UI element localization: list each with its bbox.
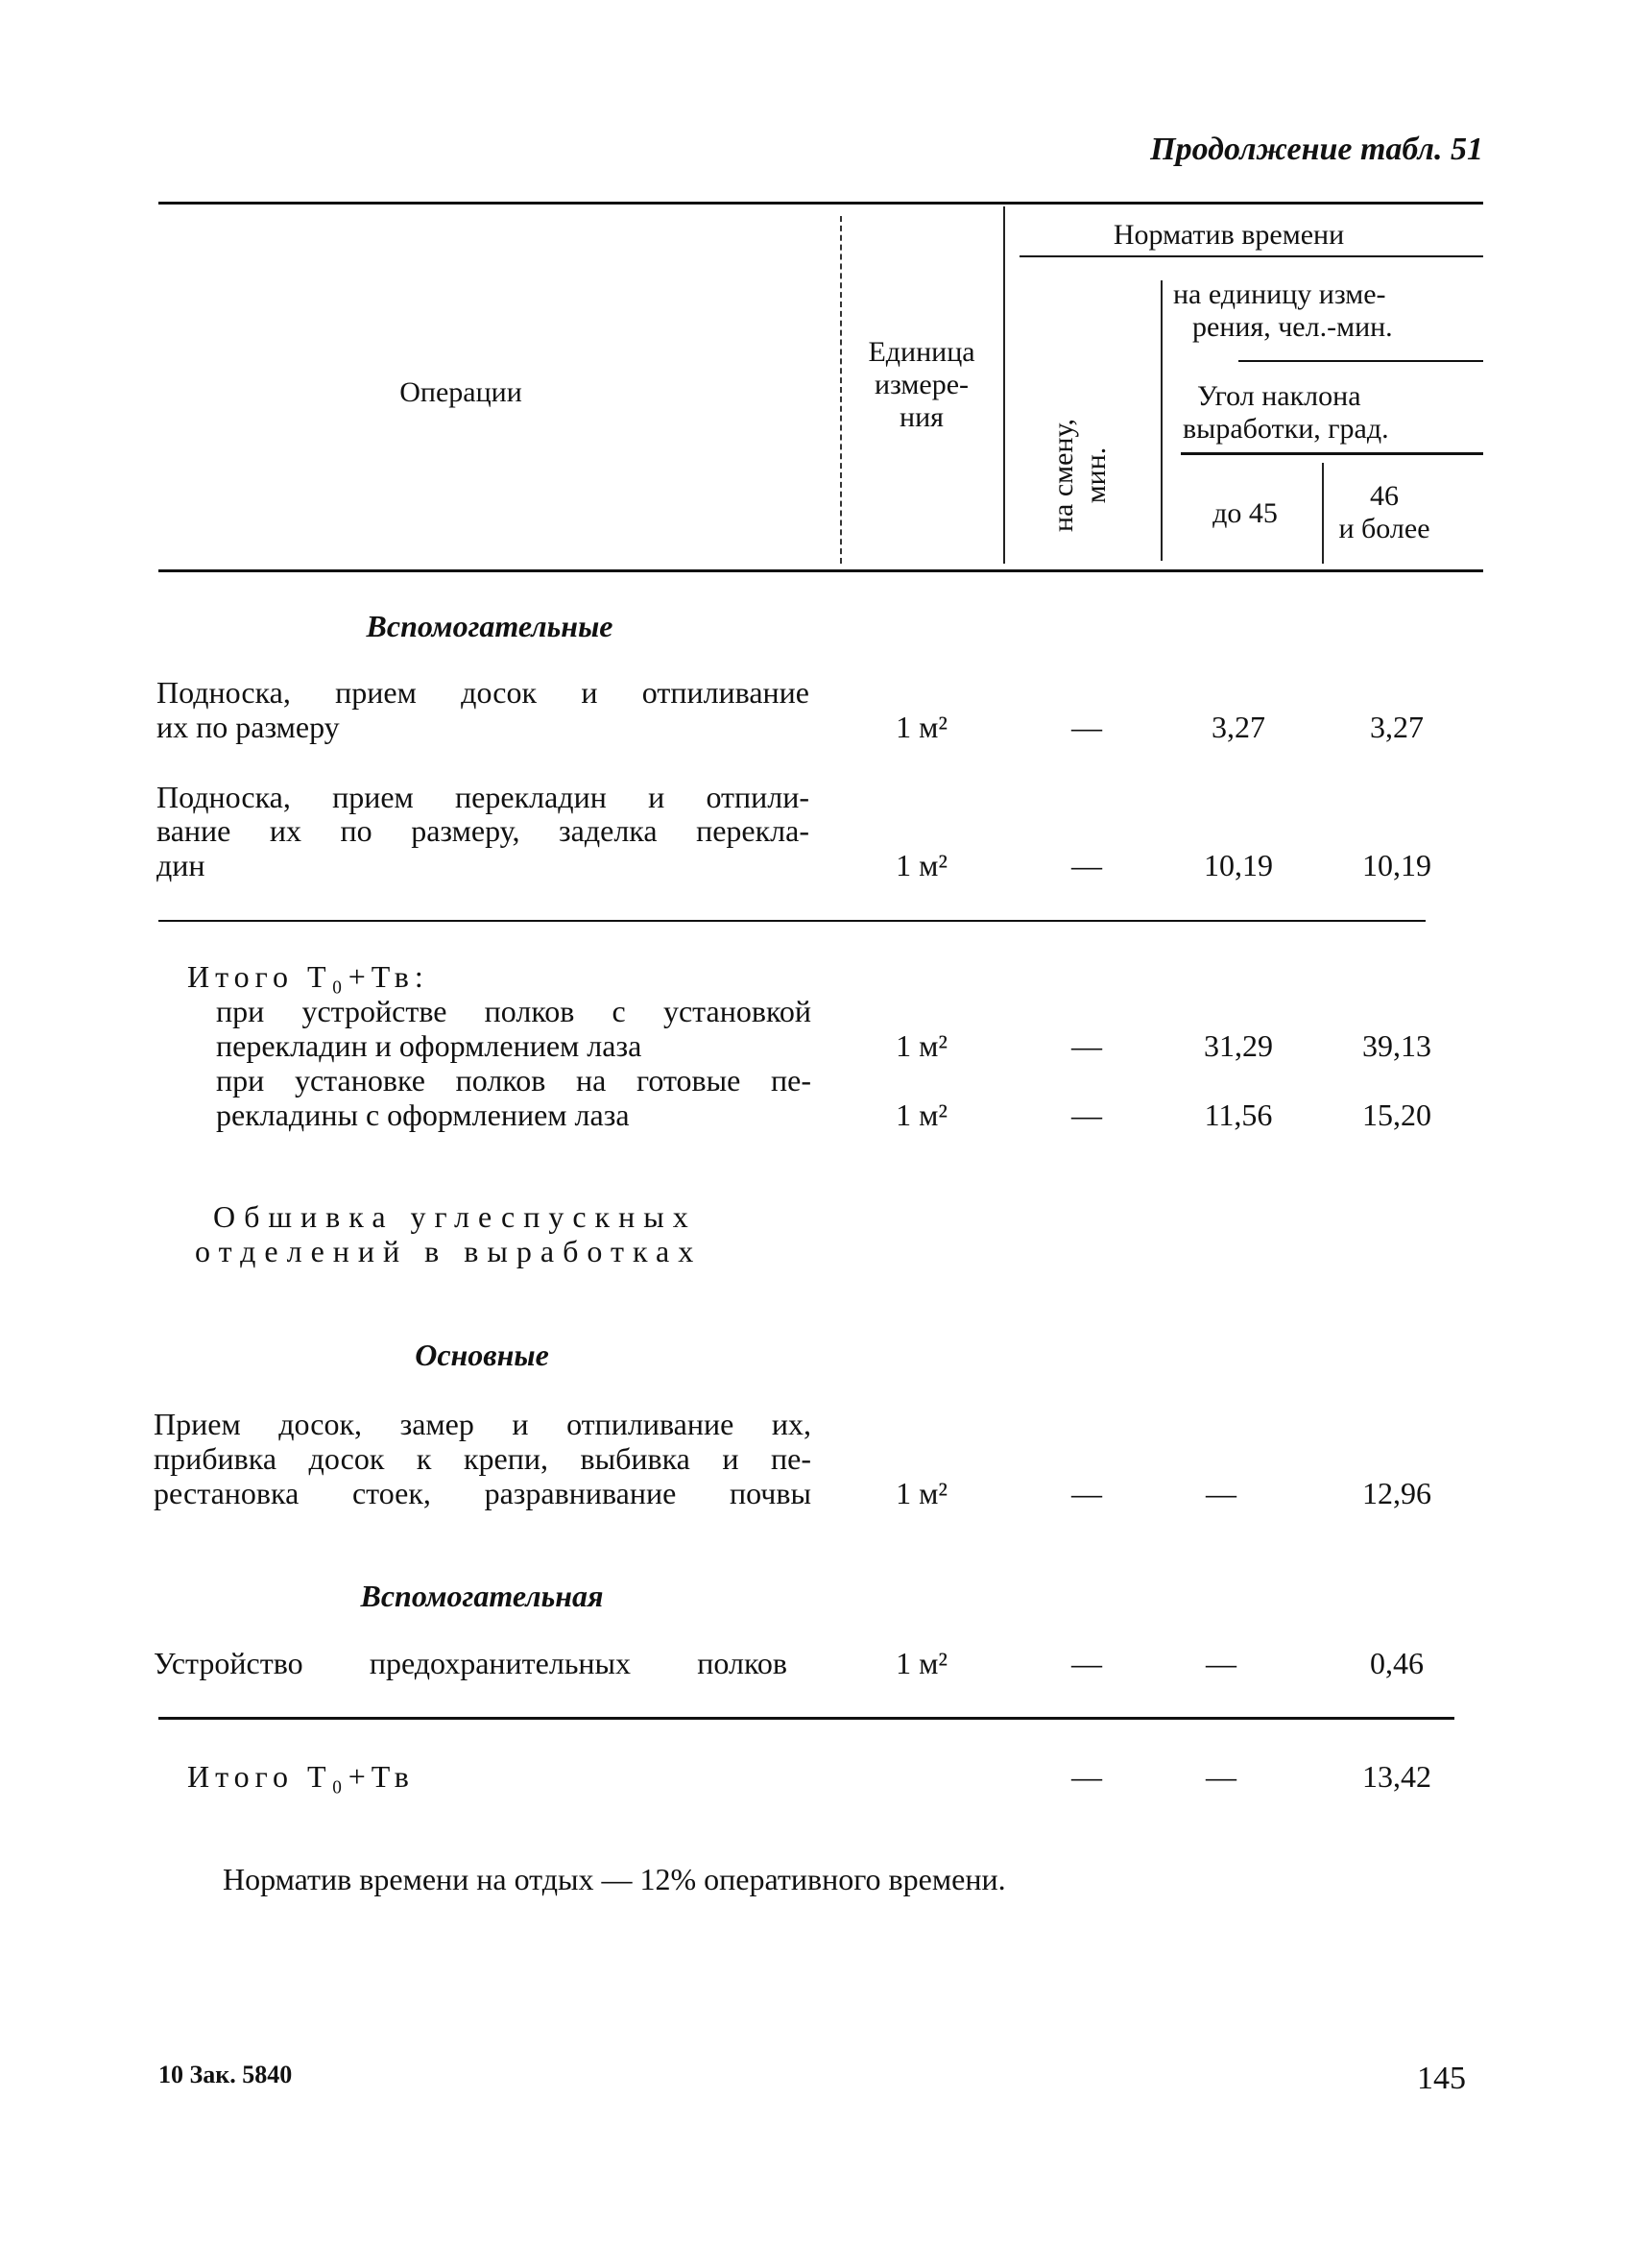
- header-angle-line: Угол наклона: [1197, 380, 1361, 412]
- header-bottom-rule: [158, 569, 1483, 572]
- row-label: прибивка досок к крепи, выбивка и пе-: [154, 1441, 811, 1476]
- header-norm-time: Норматив времени: [1113, 219, 1345, 251]
- header-per-shift-line: на смену,: [1047, 418, 1079, 533]
- column-divider: [1003, 206, 1005, 564]
- header-per-shift-line: мин.: [1080, 446, 1112, 504]
- row-label: Подноска, прием перекладин и отпили-: [156, 780, 809, 814]
- footer-order: 10 Зак. 5840: [158, 2061, 293, 2088]
- total-label: Итого Т₀+Тв:: [187, 959, 429, 994]
- row-label: рестановка стоек, разравнивание почвы: [154, 1476, 811, 1510]
- header-per-unit-line: на единицу изме-: [1173, 278, 1386, 310]
- header-operations: Операции: [399, 376, 522, 408]
- subheading-auxiliary: Вспомогательные: [366, 609, 613, 643]
- cell-v45: 11,56: [1204, 1098, 1273, 1132]
- cell-v45: —: [1206, 1476, 1236, 1510]
- cell-v45: 31,29: [1204, 1028, 1273, 1063]
- cell-shift: —: [1071, 1028, 1102, 1063]
- cell-v45: —: [1206, 1759, 1236, 1794]
- cell-shift: —: [1071, 710, 1102, 744]
- column-divider: [1161, 280, 1163, 561]
- cell-unit: 1 м²: [896, 710, 948, 744]
- row-label: рекладины с оформлением лаза: [216, 1098, 630, 1132]
- running-head: Продолжение табл. 51: [1150, 132, 1483, 167]
- header-angle-high-line: и более: [1338, 513, 1430, 544]
- header-angle: [1183, 380, 1389, 446]
- cell-shift: —: [1071, 1646, 1102, 1680]
- cell-shift: —: [1071, 1476, 1102, 1510]
- header-per-shift: [1047, 419, 1113, 532]
- header-angle-high-line: 46: [1370, 480, 1399, 512]
- column-divider: [840, 216, 842, 564]
- section-title: Обшивка углеспускных: [213, 1199, 697, 1234]
- cell-unit: 1 м²: [896, 1476, 948, 1510]
- cell-unit: 1 м²: [896, 1646, 948, 1680]
- header-angle-line: выработки, град.: [1183, 413, 1389, 445]
- cell-v46: 0,46: [1370, 1646, 1424, 1680]
- cell-v46: 39,13: [1362, 1028, 1431, 1063]
- total-label: Итого Т₀+Тв: [187, 1759, 415, 1794]
- header-per-unit: [1173, 278, 1393, 344]
- header-unit-line: ния: [900, 401, 944, 433]
- cell-shift: —: [1071, 848, 1102, 882]
- row-label: вание их по размеру, заделка перекла-: [156, 813, 809, 848]
- row-label: Устройство предохранительных полков: [154, 1646, 787, 1680]
- row-label: Подноска, прием досок и отпиливание: [156, 675, 809, 710]
- subheading-main: Основные: [415, 1338, 549, 1372]
- cell-v46: 13,42: [1362, 1759, 1431, 1794]
- cell-v46: 10,19: [1362, 848, 1431, 882]
- row-label: перекладин и оформлением лаза: [216, 1028, 642, 1063]
- section-rule: [158, 920, 1426, 922]
- section-rule: [158, 1717, 1454, 1720]
- header-rule: [1181, 452, 1483, 455]
- cell-unit: 1 м²: [896, 1028, 948, 1063]
- header-rule: [1238, 360, 1483, 362]
- cell-shift: —: [1071, 1759, 1102, 1794]
- header-rule: [1020, 255, 1483, 257]
- cell-unit: 1 м²: [896, 848, 948, 882]
- section-title: отделений в выработках: [195, 1234, 703, 1268]
- column-divider: [1322, 463, 1324, 564]
- cell-v45: 10,19: [1204, 848, 1273, 882]
- row-label: при установке полков на готовые пе-: [216, 1063, 811, 1098]
- footnote: Норматив времени на отдых — 12% оперативного времени.: [223, 1862, 1006, 1896]
- header-unit: [868, 336, 974, 434]
- row-label: их по размеру: [156, 710, 340, 744]
- row-label: при устройстве полков с установкой: [216, 994, 811, 1028]
- header-unit-line: Единица: [868, 336, 975, 368]
- header-angle-low: до 45: [1212, 497, 1278, 529]
- header-angle-high: [1338, 480, 1429, 545]
- cell-v45: —: [1206, 1646, 1236, 1680]
- header-unit-line: измере-: [874, 369, 970, 400]
- cell-v46: 3,27: [1370, 710, 1424, 744]
- cell-v46: 12,96: [1362, 1476, 1431, 1510]
- cell-shift: —: [1071, 1098, 1102, 1132]
- header-per-unit-line: рения, чел.-мин.: [1192, 311, 1393, 343]
- subheading-auxiliary: Вспомогательная: [360, 1579, 604, 1613]
- row-label: дин: [156, 848, 205, 882]
- page-number: 145: [1417, 2061, 1466, 2096]
- row-label: Прием досок, замер и отпиливание их,: [154, 1407, 811, 1441]
- cell-unit: 1 м²: [896, 1098, 948, 1132]
- table-top-rule: [158, 202, 1483, 205]
- cell-v45: 3,27: [1212, 710, 1265, 744]
- cell-v46: 15,20: [1362, 1098, 1431, 1132]
